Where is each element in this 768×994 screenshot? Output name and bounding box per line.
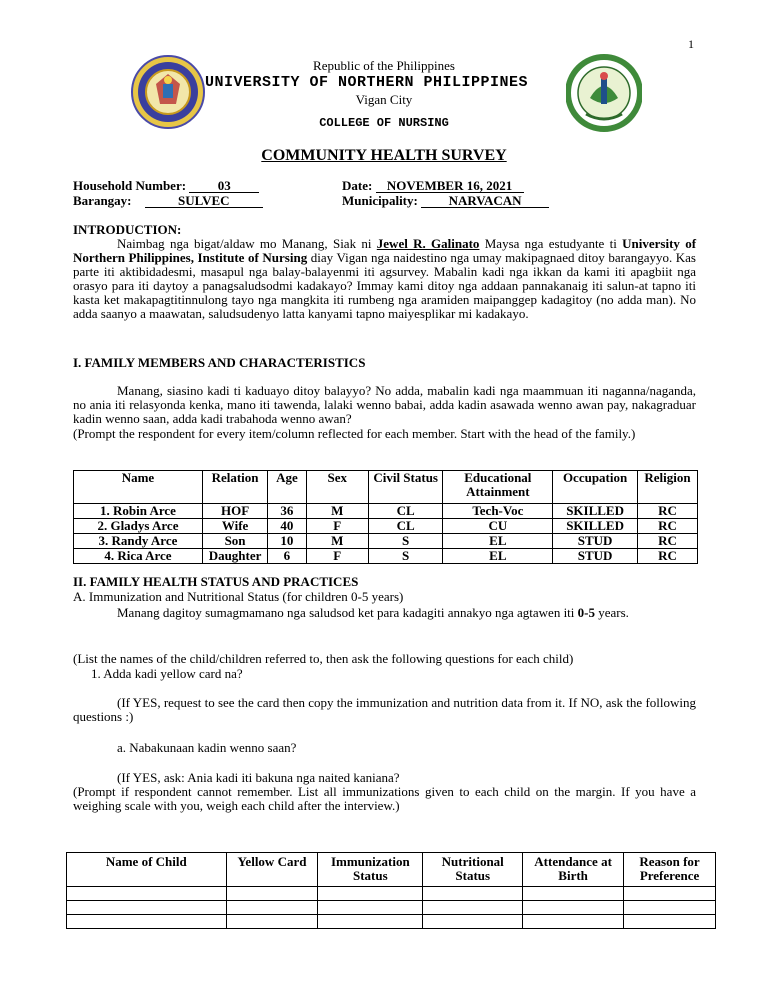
column-header: Relation	[202, 471, 267, 504]
table-cell[interactable]	[318, 887, 423, 901]
date-field	[342, 178, 524, 193]
republic-line: Republic of the Philippines	[313, 58, 455, 73]
table-cell: F	[306, 519, 368, 534]
college-name: COLLEGE OF NURSING	[319, 116, 449, 130]
table-cell: CU	[443, 519, 553, 534]
municipality-field	[342, 193, 549, 208]
section2-para-text: Manang dagitoy sumagmamano nga saludsod ket para kadagiti annakyo nga agtawen iti	[117, 605, 575, 620]
table-cell: 2. Gladys Arce	[74, 519, 203, 534]
table-row	[67, 887, 716, 901]
table-row	[74, 519, 698, 534]
child-table-header-row	[67, 853, 716, 887]
municipality-label: Municipality:	[342, 193, 418, 208]
table-cell: 40	[268, 519, 306, 534]
family-table-header-row	[74, 471, 698, 504]
list-prompt: (List the names of the child/children referred to, then ask the following questions for each child)	[73, 651, 574, 666]
table-cell[interactable]	[423, 915, 523, 929]
institute-name: University of Northern Philippines, Institute of Nursing	[73, 236, 697, 265]
table-cell[interactable]	[523, 901, 624, 915]
table-cell: S	[368, 534, 443, 549]
question-a: a. Nabakunaan kadin wenno saan?	[117, 740, 297, 755]
column-header: Religion	[638, 471, 698, 504]
table-row	[67, 901, 716, 915]
barangay-field	[73, 193, 263, 208]
table-cell: RC	[638, 519, 698, 534]
table-cell[interactable]	[226, 901, 318, 915]
table-cell[interactable]	[624, 887, 716, 901]
table-cell: CL	[368, 519, 443, 534]
city-line: Vigan City	[355, 92, 413, 107]
question-1-prompt-text: (If YES, request to see the card then copy the immunization and nutrition data from it. If NO, ask the following questions :)	[73, 695, 696, 724]
table-cell: SKILLED	[553, 519, 638, 534]
table-cell[interactable]	[226, 887, 318, 901]
table-cell: 1. Robin Arce	[74, 504, 203, 519]
table-cell: RC	[638, 549, 698, 564]
table-cell: 3. Randy Arce	[74, 534, 203, 549]
section2-subheading: A. Immunization and Nutritional Status (for children 0-5 years)	[73, 589, 404, 604]
age-range: 0-5	[577, 605, 595, 620]
table-cell[interactable]	[318, 901, 423, 915]
table-cell[interactable]	[523, 915, 624, 929]
table-cell: 4. Rica Arce	[74, 549, 203, 564]
column-header: Immunization Status	[318, 853, 423, 887]
introduction-paragraph	[73, 237, 696, 321]
table-cell: EL	[443, 549, 553, 564]
student-name: Jewel R. Galinato	[376, 236, 480, 251]
barangay-value: SULVEC	[145, 194, 263, 208]
table-cell: Son	[202, 534, 267, 549]
table-cell[interactable]	[624, 915, 716, 929]
column-header: Educational Attainment	[443, 471, 553, 504]
question-a-prompt-2	[73, 785, 696, 813]
column-header: Age	[268, 471, 306, 504]
section1-heading: I. FAMILY MEMBERS AND CHARACTERISTICS	[73, 355, 366, 370]
table-cell: S	[368, 549, 443, 564]
table-cell[interactable]	[226, 915, 318, 929]
table-cell[interactable]	[318, 915, 423, 929]
table-cell[interactable]	[624, 901, 716, 915]
table-cell: CL	[368, 504, 443, 519]
column-header: Name of Child	[67, 853, 227, 887]
section1-para-text: Manang, siasino kadi ti kaduayo ditoy balayyo? No adda, mabalin kadi nga maammuan iti naganna/naganda, no ania iti relasyonda kenka, mano iti tawenda, lalaki wenno babai, adda kadin asawada wenno awan pay, nakagraduar kadin wenno saan, adda kadi trabahoda wenno awan?	[73, 383, 696, 426]
page-number: 1	[688, 37, 694, 51]
intro-text-before: Naimbag nga bigat/aldaw mo Manang, Siak ni	[117, 236, 372, 251]
date-label: Date:	[342, 178, 373, 193]
table-cell: 6	[268, 549, 306, 564]
table-cell[interactable]	[423, 887, 523, 901]
table-row	[67, 915, 716, 929]
table-cell: STUD	[553, 549, 638, 564]
table-cell: Daughter	[202, 549, 267, 564]
table-cell: RC	[638, 504, 698, 519]
table-cell: Tech-Voc	[443, 504, 553, 519]
table-cell: STUD	[553, 534, 638, 549]
family-members-table	[73, 470, 698, 564]
column-header: Sex	[306, 471, 368, 504]
household-value: 03	[189, 179, 259, 193]
household-number-field	[73, 178, 259, 193]
table-cell[interactable]	[67, 901, 227, 915]
question-a-prompt-2-text: (Prompt if respondent cannot remember. List all immunizations given to each child on the margin. If you have a weighing scale with you, weigh each child after the interview.)	[73, 784, 696, 813]
column-header: Yellow Card	[226, 853, 318, 887]
table-row	[74, 534, 698, 549]
question-1-prompt	[73, 696, 696, 724]
table-cell: M	[306, 504, 368, 519]
section2-paragraph	[73, 606, 696, 620]
table-cell: SKILLED	[553, 504, 638, 519]
municipality-value: NARVACAN	[421, 194, 549, 208]
column-header: Attendance at Birth	[523, 853, 624, 887]
section1-prompt-text: (Prompt the respondent for every item/column reflected for each member. Start with the head of the family.)	[73, 426, 636, 441]
barangay-label: Barangay:	[73, 193, 132, 208]
household-label: Household Number:	[73, 178, 187, 193]
column-header: Reason for Preference	[624, 853, 716, 887]
table-cell: HOF	[202, 504, 267, 519]
table-row	[74, 549, 698, 564]
university-name: UNIVERSITY OF NORTHERN PHILIPPINES	[205, 74, 529, 91]
column-header: Civil Status	[368, 471, 443, 504]
section1-prompt	[73, 427, 696, 441]
column-header: Name	[74, 471, 203, 504]
table-cell: M	[306, 534, 368, 549]
question-a-prompt: (If YES, ask: Ania kadi iti bakuna nga naited kaniana?	[117, 770, 400, 785]
table-cell: EL	[443, 534, 553, 549]
children-immunization-table	[66, 852, 716, 929]
table-cell: RC	[638, 534, 698, 549]
table-cell[interactable]	[67, 887, 227, 901]
table-cell: 10	[268, 534, 306, 549]
column-header: Occupation	[553, 471, 638, 504]
table-row	[74, 504, 698, 519]
table-cell[interactable]	[523, 887, 624, 901]
section2-heading: II. FAMILY HEALTH STATUS AND PRACTICES	[73, 574, 359, 589]
table-cell: 36	[268, 504, 306, 519]
intro-text-after: Maysa nga estudyante ti	[484, 236, 617, 251]
page-title: COMMUNITY HEALTH SURVEY	[261, 147, 507, 164]
column-header: Nutritional Status	[423, 853, 523, 887]
intro-text-rest: diay Vigan nga naidestino nga umay makipagnaed ditoy barangayyo. Kas parte iti aktibidadesmi, masapul nga balay-balayenmi iti agsurvey. Mabalin kadi nga ikkan da kami iti apagbiit nga orasyo para iti daytoy a panagsaludsodmi kadakayo? Immay kami ditoy nga addaan pannakanaig iti salun-at tapno iti kasta ket makapagtitinnulong tayo nga mangkita iti rumbeng nga aramiden maipanggep kadagitoy (no adda man). No adda saanyo a maawatan, saludsudenyo latta kanyami tapno maiyesplikar mi kadakayo.	[73, 250, 696, 321]
date-value: NOVEMBER 16, 2021	[376, 179, 524, 193]
question-1: 1. Adda kadi yellow card na?	[91, 666, 243, 681]
table-cell[interactable]	[423, 901, 523, 915]
table-cell[interactable]	[67, 915, 227, 929]
section1-paragraph	[73, 384, 696, 426]
section2-para-end: years.	[598, 605, 629, 620]
introduction-heading: INTRODUCTION:	[73, 222, 182, 237]
table-cell: F	[306, 549, 368, 564]
table-cell: Wife	[202, 519, 267, 534]
